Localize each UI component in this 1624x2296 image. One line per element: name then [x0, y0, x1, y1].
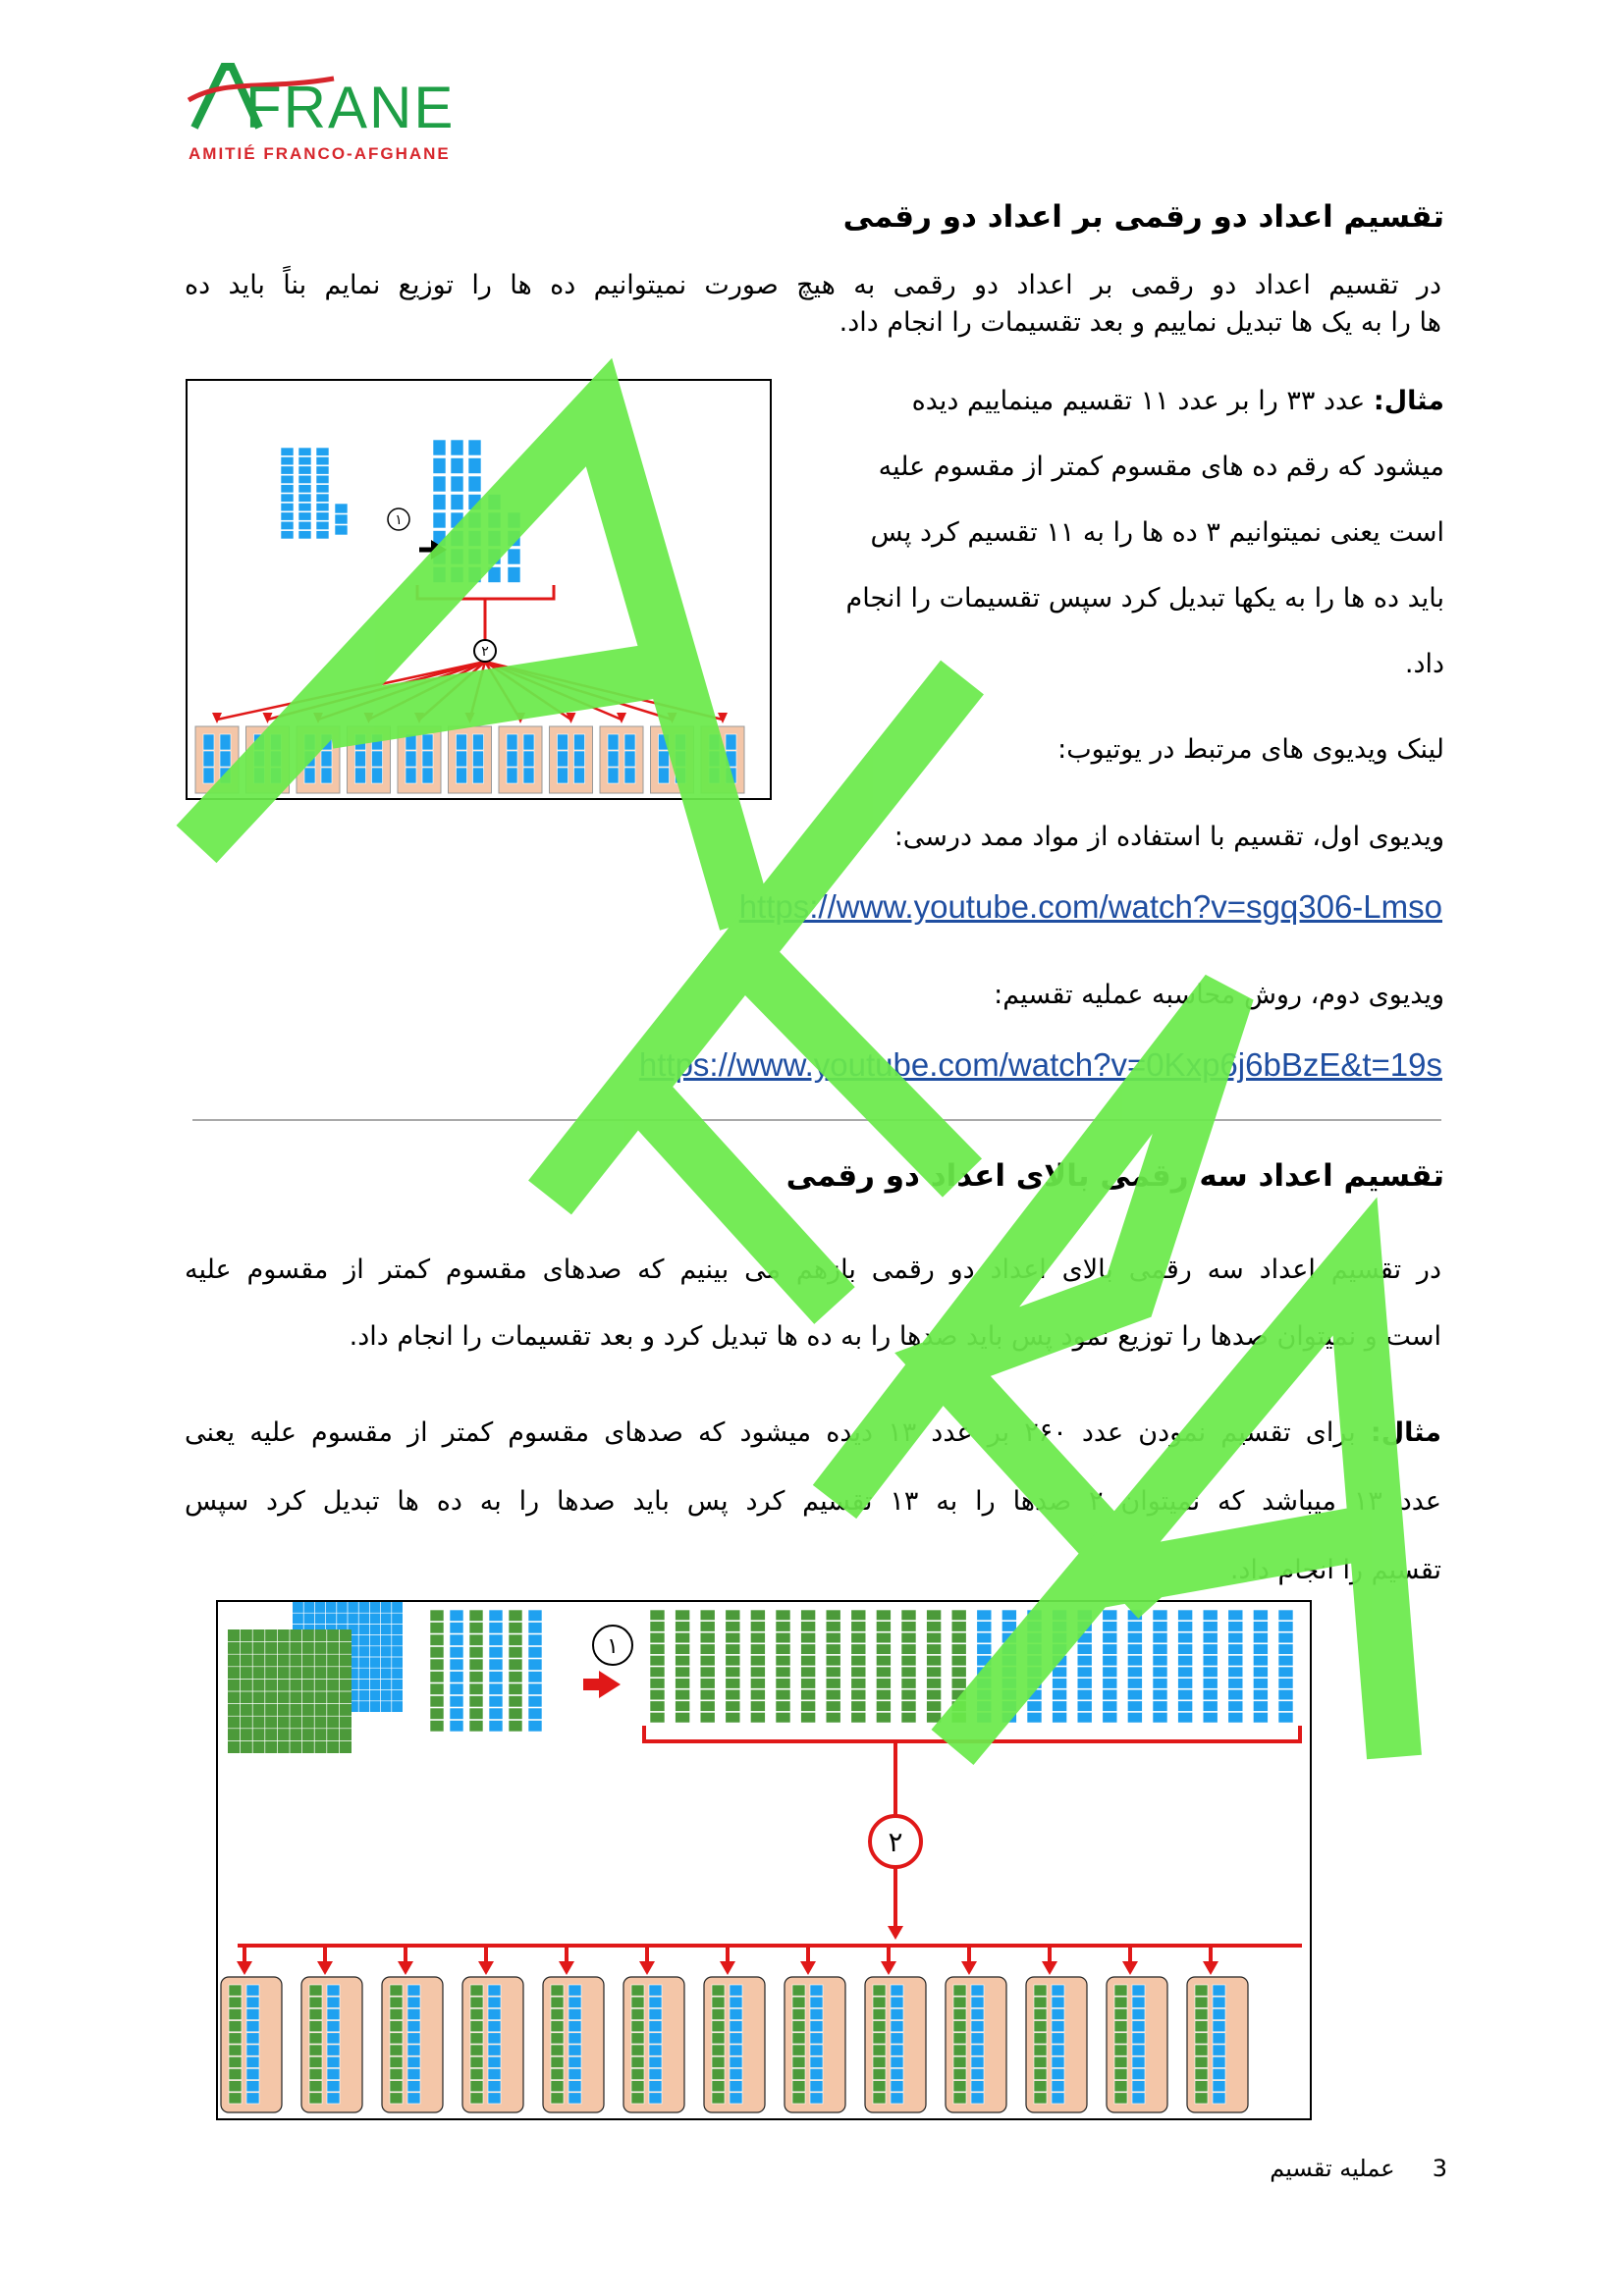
section2-intro	[185, 1247, 1441, 1361]
ten-rod	[1127, 1610, 1142, 1723]
one-cube	[488, 495, 501, 510]
arrow-head-icon	[639, 1961, 655, 1975]
ten-rod	[1153, 1610, 1167, 1723]
group-cubes	[709, 734, 720, 783]
arrow-head-icon	[1203, 1961, 1218, 1975]
group-box	[701, 726, 744, 793]
one-cube	[468, 512, 481, 528]
arrow-head-icon	[465, 713, 475, 723]
section2-example-line1: مثال: برای تقسیم نمودن عدد ۲۶۰ بر عدد ۱۳ دیده میشود که صدهای مقسوم کمتر از مقسوم علیه یعنی	[185, 1417, 1441, 1448]
group-box	[195, 726, 239, 793]
one-cube	[468, 549, 481, 564]
ten-rod	[430, 1610, 444, 1732]
section2-title: تقسیم اعداد سه رقمی بالای اعداد دو رقمی	[785, 1158, 1444, 1194]
group-box	[246, 726, 290, 793]
figure2-arrow-icon	[599, 1671, 621, 1698]
arrow-head-icon	[317, 1961, 333, 1975]
one-cube	[468, 531, 481, 547]
ten-rod	[1077, 1610, 1092, 1723]
page-footer	[1270, 2155, 1447, 2182]
group-cubes	[321, 734, 332, 783]
ten-rod	[750, 1610, 765, 1723]
video1-label: ویدیوی اول، تقسیم با استفاده از مواد ممد درسی:	[893, 822, 1444, 852]
section2-example-line3: تقسیم را انجام داد.	[1229, 1555, 1441, 1585]
group-box	[600, 726, 643, 793]
section1-example-line1: مثال: عدد ۳۳ را بر عدد ۱۱ تقسیم مینماییم دیده	[911, 386, 1444, 416]
ten-rod	[469, 1610, 483, 1732]
one-cube	[468, 476, 481, 492]
one-cube	[488, 512, 501, 528]
ten-rod	[1228, 1610, 1243, 1723]
section1-example-label: مثال:	[1373, 386, 1444, 416]
logo-brand-text: FRANE	[245, 75, 456, 140]
group-cubes	[624, 734, 635, 783]
figure2-bracket	[644, 1726, 1300, 1816]
distribution-arrow	[470, 662, 486, 720]
figure2-groups	[221, 1946, 1248, 2112]
ten-rod	[298, 448, 311, 539]
ten-rod	[826, 1610, 840, 1723]
ten-rod	[901, 1610, 916, 1723]
group-cubes	[676, 734, 686, 783]
one-cube	[508, 567, 520, 583]
ten-rod	[801, 1610, 816, 1723]
arrow-head-icon	[881, 1961, 896, 1975]
figure2-step1-text: ١	[607, 1634, 619, 1659]
one-cube	[433, 458, 446, 474]
ten-rod	[951, 1610, 966, 1723]
figure2-down-arrow-icon	[888, 1926, 903, 1940]
group-cubes	[523, 734, 534, 783]
arrow-head-icon	[800, 1961, 816, 1975]
figure2-tens-rods	[430, 1610, 542, 1732]
section2-intro-line2: است و نمیتوان صدها را توزیع نمود پس باید صدها را به ده ها تبدیل کرد و بعد تقسیمات را انجام داد.	[349, 1321, 1441, 1352]
one-cube	[433, 495, 446, 510]
section1-intro	[185, 267, 1441, 342]
group-box	[449, 726, 492, 793]
arrow-head-icon	[1122, 1961, 1138, 1975]
section1-example	[816, 378, 1444, 707]
ten-rod	[528, 1610, 542, 1732]
figure1-ones-columns	[433, 440, 520, 583]
ten-rod	[1103, 1610, 1117, 1723]
ten-rod	[509, 1610, 522, 1732]
figure1-bracket	[417, 585, 554, 642]
one-cube	[488, 567, 501, 583]
one-cube	[468, 567, 481, 583]
one-cube	[488, 549, 501, 564]
one-cube	[451, 549, 463, 564]
ten-rod	[281, 448, 294, 539]
group-cubes	[203, 734, 214, 783]
one-cube	[451, 458, 463, 474]
figure1-tens-rods	[281, 448, 348, 539]
ten-rod	[927, 1610, 942, 1723]
one-cube	[433, 476, 446, 492]
one-cube	[468, 495, 481, 510]
group-cubes	[457, 734, 467, 783]
ten-rod	[316, 448, 329, 539]
figure2-converted-rods	[650, 1610, 1293, 1723]
group-cubes	[473, 734, 484, 783]
ten-rod	[1203, 1610, 1218, 1723]
group-cubes	[574, 734, 585, 783]
figure1-step1-text: ١	[395, 512, 403, 528]
ten-rod	[676, 1610, 690, 1723]
group-cubes	[220, 734, 231, 783]
group-cubes	[254, 734, 265, 783]
group-cubes	[558, 734, 568, 783]
distribution-arrow	[318, 662, 485, 720]
ten-rod	[726, 1610, 740, 1723]
group-cubes	[372, 734, 383, 783]
group-cubes	[507, 734, 517, 783]
section1-example-line2: میشود که رقم ده های مقسوم کمتر از مقسوم علیه	[878, 452, 1444, 482]
arrow-head-icon	[478, 1961, 494, 1975]
section2-example	[185, 1399, 1441, 1605]
section2-example-line2: عدد ۱۳ میباشد که نمیتوان ۲ صدها را به ۱۳ تقسیم کرد پس باید صدها را به ده ها تبدیل کرد سپس	[185, 1486, 1442, 1517]
logo-tagline: AMITIÉ FRANCO-AFGHANE	[189, 144, 451, 163]
group-cubes	[608, 734, 619, 783]
arrow-head-icon	[398, 1961, 413, 1975]
one-cube	[451, 476, 463, 492]
ten-rod	[1027, 1610, 1042, 1723]
section-divider	[192, 1119, 1441, 1121]
ten-rod	[1178, 1610, 1193, 1723]
one-cube	[451, 495, 463, 510]
arrow-head-icon	[1042, 1961, 1057, 1975]
section1-example-line5: داد.	[1404, 649, 1444, 679]
one-cube	[508, 512, 520, 528]
video2-label: ویدیوی دوم، روش محاسبه عملیه تقسیم:	[994, 980, 1444, 1010]
figure2-hundreds-squares	[228, 1602, 403, 1753]
figure1-groups	[195, 726, 744, 793]
arrow-head-icon	[961, 1961, 977, 1975]
ten-rod	[1253, 1610, 1268, 1723]
figure1-division-diagram	[186, 379, 772, 800]
group-box	[651, 726, 694, 793]
ten-rod	[1053, 1610, 1067, 1723]
one-cube	[488, 531, 501, 547]
one-cube	[433, 567, 446, 583]
group-cubes	[422, 734, 433, 783]
video2-link[interactable]: https://www.youtube.com/watch?v=0Kxp6j6bBzE&t=19s	[638, 1046, 1442, 1083]
group-box	[550, 726, 593, 793]
section1-intro-line2: ها را به یک ها تبدیل نماییم و بعد تقسیمات را انجام داد.	[839, 307, 1441, 338]
ten-rod	[977, 1610, 992, 1723]
ten-rod	[876, 1610, 891, 1723]
group-cubes	[726, 734, 736, 783]
section1-example-line4: باید ده ها را به یکها تبدیل کرد سپس تقسیمات را انجام	[845, 583, 1444, 614]
one-cube	[508, 549, 520, 564]
arrow-head-icon	[237, 1961, 252, 1975]
figure2-step2-text: ٢	[888, 1826, 903, 1858]
group-box	[348, 726, 391, 793]
ten-rod	[489, 1610, 503, 1732]
distribution-arrow	[485, 662, 673, 720]
group-box	[499, 726, 542, 793]
section1-title: تقسیم اعداد دو رقمی بر اعداد دو رقمی	[842, 199, 1444, 235]
ten-rod	[851, 1610, 866, 1723]
arrow-head-icon	[720, 1961, 735, 1975]
one-cubes	[335, 504, 348, 535]
one-cube	[451, 440, 463, 455]
group-box	[297, 726, 340, 793]
one-cube	[451, 512, 463, 528]
ten-rod	[700, 1610, 715, 1723]
one-cube	[468, 458, 481, 474]
ten-rod	[650, 1610, 665, 1723]
footer-chapter: عملیه تقسیم	[1270, 2155, 1395, 2182]
figure2-distribution-line	[238, 1867, 1302, 1946]
section2-example-label: مثال:	[1370, 1417, 1441, 1448]
group-cubes	[271, 734, 282, 783]
section1-intro-line1: در تقسیم اعداد دو رقمی بر اعداد دو رقمی به هیچ صورت نمیتوانیم ده ها را توزیع نمایم بناً باید ده	[185, 270, 1441, 300]
group-cubes	[659, 734, 670, 783]
distribution-arrow	[217, 662, 485, 720]
ten-rod	[450, 1610, 463, 1732]
one-cube	[451, 567, 463, 583]
afrane-logo	[187, 61, 511, 169]
figure1-distribution-arrows	[212, 662, 728, 723]
one-cube	[468, 440, 481, 455]
ten-rod	[1001, 1610, 1016, 1723]
figure1-step2-text: ٢	[481, 644, 489, 660]
section2-intro-line1: در تقسیم اعداد سه رقمی بالای اعداد دو رقمی بازهم می بینیم که صدهای مقسوم کمتر از مقسوم علیه	[185, 1255, 1441, 1285]
distribution-arrow	[485, 662, 571, 720]
arrow-head-icon	[515, 713, 525, 723]
one-cube	[433, 512, 446, 528]
ten-rod	[1278, 1610, 1293, 1723]
group-cubes	[304, 734, 315, 783]
one-cube	[451, 531, 463, 547]
one-cube	[433, 440, 446, 455]
arrow-head-icon	[559, 1961, 574, 1975]
figure2-division-diagram	[216, 1600, 1312, 2120]
page-number: 3	[1432, 2155, 1447, 2182]
group-box	[398, 726, 441, 793]
video1-link[interactable]: https://www.youtube.com/watch?v=sgq306-Lmso	[738, 888, 1442, 925]
one-cube	[508, 531, 520, 547]
videos-heading: لینک ویدیوی های مرتبط در یوتیوب:	[1057, 734, 1444, 765]
group-cubes	[406, 734, 416, 783]
group-cubes	[355, 734, 366, 783]
section1-example-line3: است یعنی نمیتوانیم ۳ ده ها را به ۱۱ تقسیم کرد پس	[870, 517, 1444, 548]
ten-rod	[776, 1610, 790, 1723]
distribution-arrow	[369, 662, 486, 720]
